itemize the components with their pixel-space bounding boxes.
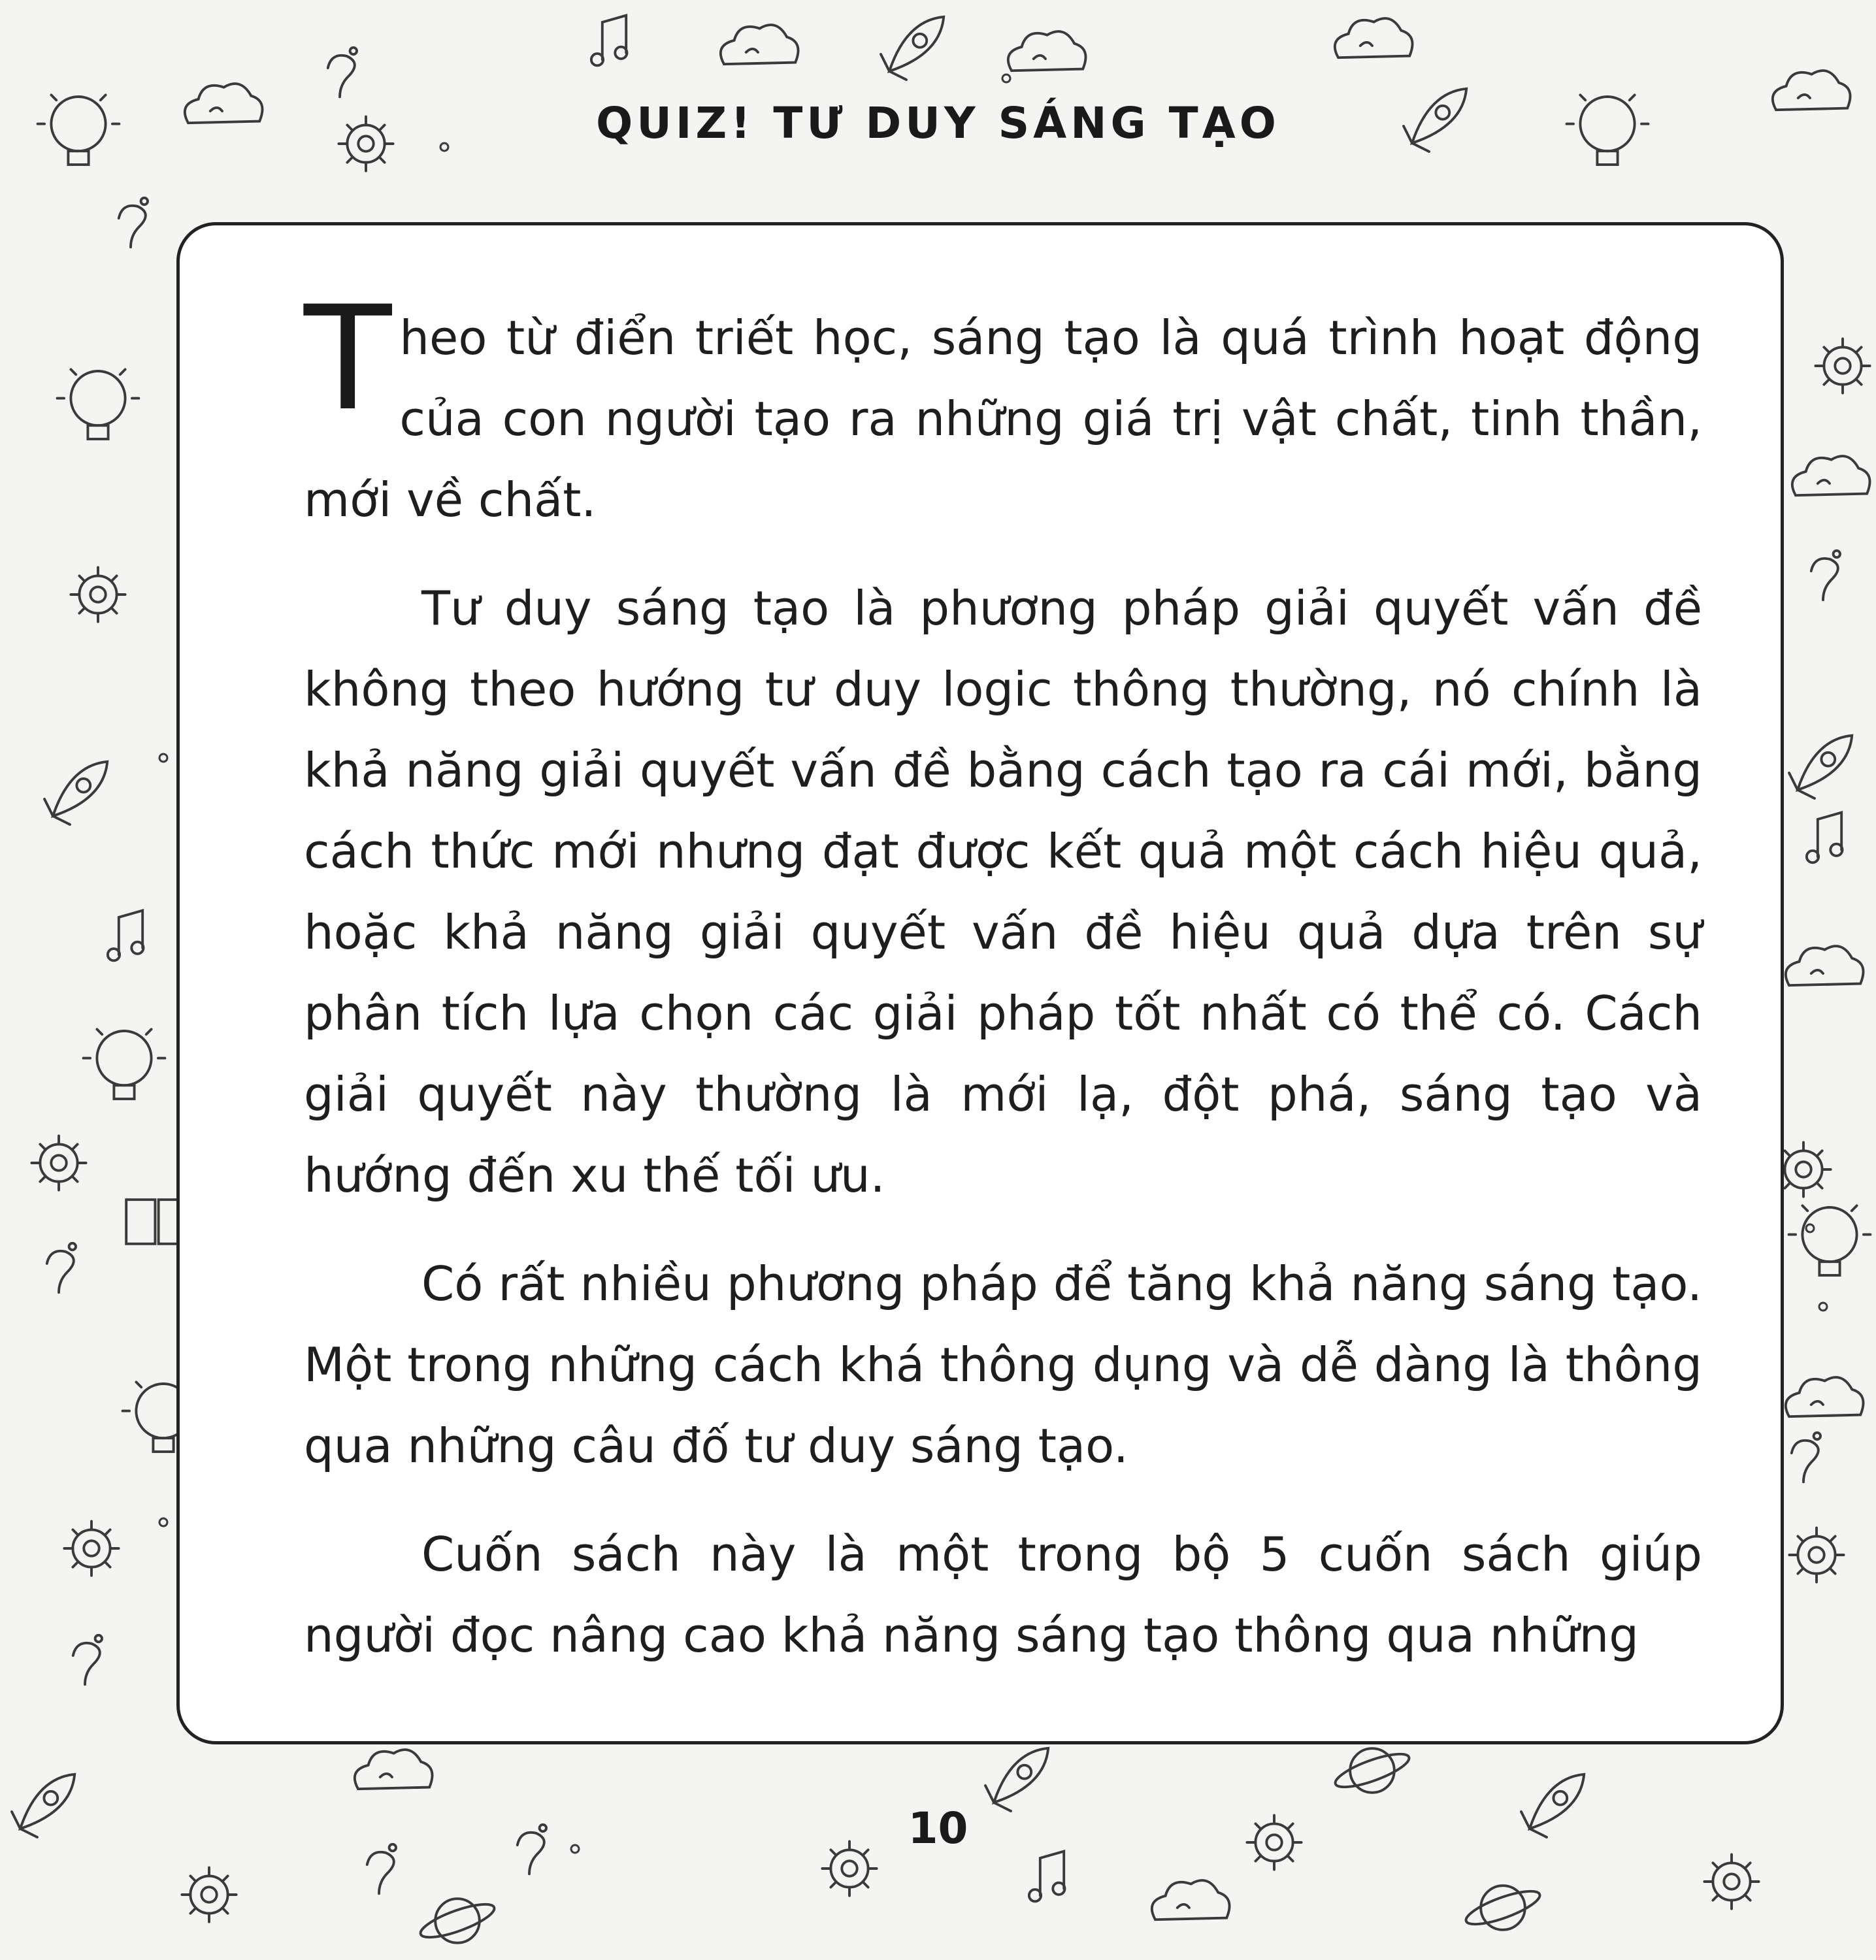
question-mark-icon <box>328 48 357 97</box>
cloud-icon <box>1792 456 1870 495</box>
drop-cap: T <box>304 275 392 442</box>
question-mark-icon <box>119 198 148 247</box>
rocket-icon <box>44 762 107 825</box>
question-mark-icon <box>47 1243 76 1292</box>
paragraph-3: Có rất nhiều phương pháp để tăng khả năng sáng tạo. Một trong những cách khá thông dụng và dễ dàng là thông qua những câu đố tư duy sáng tạo. <box>304 1256 1702 1473</box>
gear-icon <box>1704 1854 1758 1908</box>
music-note-icon <box>108 911 144 961</box>
cloud-icon <box>1008 31 1086 71</box>
rocket-icon <box>881 17 944 80</box>
sparkle-dot <box>1806 1224 1814 1232</box>
music-note-icon <box>1807 813 1843 863</box>
sparkle-dot <box>1819 1303 1827 1311</box>
question-mark-icon <box>1811 551 1840 600</box>
gear-icon <box>182 1867 236 1921</box>
rocket-icon <box>985 1748 1048 1811</box>
gear-icon <box>1789 1527 1843 1582</box>
paragraph-2: Tư duy sáng tạo là phương pháp giải quyết vấn đề không theo hướng tư duy logic thông thường, nó chính là khả năng giải quyết vấn đề bằng cách tạo ra cái mới, bằng cách thức mới nhưng đạt được kết quả một cách hiệu quả, hoặc khả năng giải quyết vấn đề hiệu quả dựa trên sự phân tích lựa chọn các giải pháp tốt nhất có thể có. Cách giải quyết này thường là mới lạ, đột phá, sáng tạo và hướng đến xu thế tối ưu. <box>304 581 1702 1203</box>
text-body <box>304 275 1702 1703</box>
lightbulb-icon <box>1789 1205 1871 1275</box>
music-note-icon <box>591 16 627 66</box>
lightbulb-icon <box>84 1029 165 1099</box>
gear-icon <box>64 1521 118 1575</box>
paragraph-1 <box>304 275 1702 540</box>
gear-icon <box>1815 338 1869 393</box>
gear-icon <box>71 567 125 621</box>
cloud-icon <box>1335 18 1413 57</box>
sparkle-dot <box>159 754 167 762</box>
text-panel <box>176 222 1784 1744</box>
page-number: 10 <box>908 1803 968 1854</box>
page-header-title: QUIZ! TƯ DUY SÁNG TẠO <box>596 98 1280 148</box>
cloud-icon <box>721 25 798 64</box>
question-mark-icon <box>73 1635 102 1684</box>
paragraph-4: Cuốn sách này là một trong bộ 5 cuốn sách giúp người đọc nâng cao khả năng sáng tạo thông qua những <box>304 1527 1702 1663</box>
cloud-icon <box>355 1750 433 1789</box>
gear-icon <box>1776 1142 1830 1196</box>
cloud-icon <box>1786 1377 1864 1416</box>
question-mark-icon <box>1792 1433 1820 1482</box>
sparkle-dot <box>1002 74 1010 82</box>
sparkle-dot <box>159 1518 167 1526</box>
cloud-icon <box>1152 1880 1230 1919</box>
cloud-icon <box>1786 946 1864 985</box>
gear-icon <box>31 1135 86 1190</box>
planet-icon <box>417 1898 497 1944</box>
lightbulb-icon <box>58 369 139 439</box>
music-note-icon <box>1029 1852 1065 1902</box>
paragraph-1-text: heo từ điển triết học, sáng tạo là quá trình hoạt động của con người tạo ra những giá trị vật chất, tinh thần, mới về chất. <box>304 310 1702 527</box>
rocket-icon <box>1789 736 1852 798</box>
planet-icon <box>1332 1748 1412 1793</box>
planet-icon <box>1462 1885 1543 1931</box>
